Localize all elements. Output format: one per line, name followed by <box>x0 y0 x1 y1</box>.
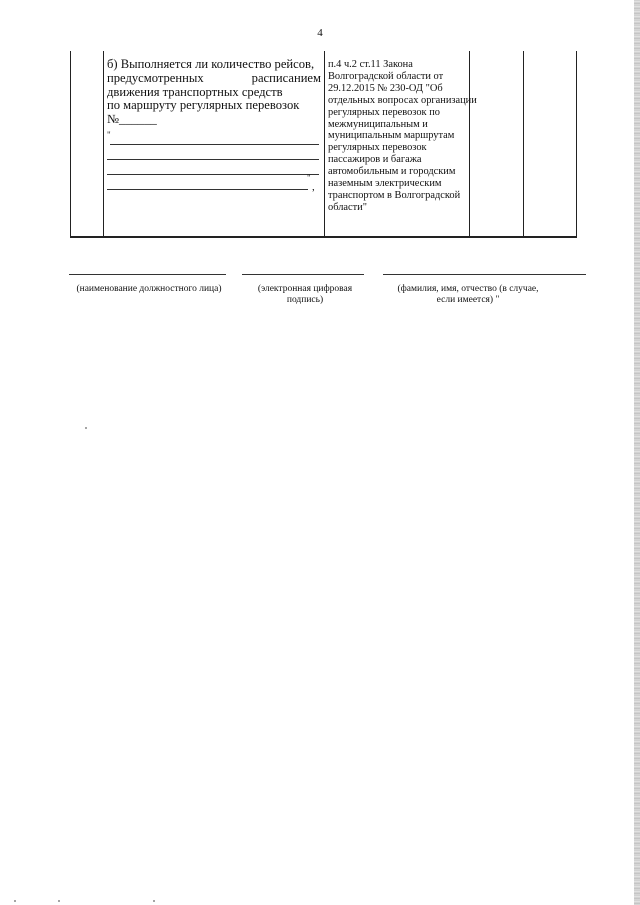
route-name-blank <box>107 159 319 160</box>
question-line: движения транспортных средств <box>107 84 283 99</box>
table-border-left <box>70 51 71 237</box>
legal-basis: п.4 ч.2 ст.11 Закона Волгоградской области от 29.12.2015 № 230-ОД "Об отдельных вопросах организации регулярных перевозок по межмуниципальным и муниципальным маршрутам регулярных перевозок пассажиров и багажа автомобильным и городским наземным электрическим транспортом в Волгоградской области" <box>328 59 477 213</box>
signature-line-ecp <box>242 274 364 275</box>
route-name-blank <box>107 189 308 190</box>
question-line: по маршруту регулярных перевозок <box>107 98 300 113</box>
checklist-table <box>70 51 577 237</box>
signature-line-position <box>69 274 226 275</box>
table-divider-question <box>324 51 325 237</box>
table-border-bottom <box>70 236 577 238</box>
caption-position: (наименование должностного лица) <box>76 284 222 294</box>
scan-edge <box>634 0 640 905</box>
caption-digital-signature: (электронная цифровая подпись) <box>257 284 353 305</box>
caption-full-name: (фамилия, имя, отчество (в случае, если имеется) " <box>397 284 539 305</box>
scan-speck <box>58 900 60 902</box>
question-cell <box>107 58 321 127</box>
signature-line-name <box>383 274 586 275</box>
scan-speck <box>85 427 87 429</box>
question-line: б) Выполняется ли количество рейсов, <box>107 57 315 71</box>
open-quote: " <box>107 130 111 140</box>
scan-speck <box>153 900 155 902</box>
question-line: №______ <box>107 112 157 127</box>
table-divider-answer <box>523 51 524 237</box>
route-name-blank <box>107 174 319 175</box>
page-number: 4 <box>317 27 323 39</box>
route-name-blank <box>110 144 319 145</box>
close-quote: " <box>307 173 311 183</box>
question-line: предусмотренных расписанием <box>107 70 321 85</box>
table-divider-number <box>103 51 104 237</box>
table-border-right <box>576 51 577 237</box>
scan-speck <box>14 900 16 902</box>
end-comma: , <box>312 181 315 193</box>
